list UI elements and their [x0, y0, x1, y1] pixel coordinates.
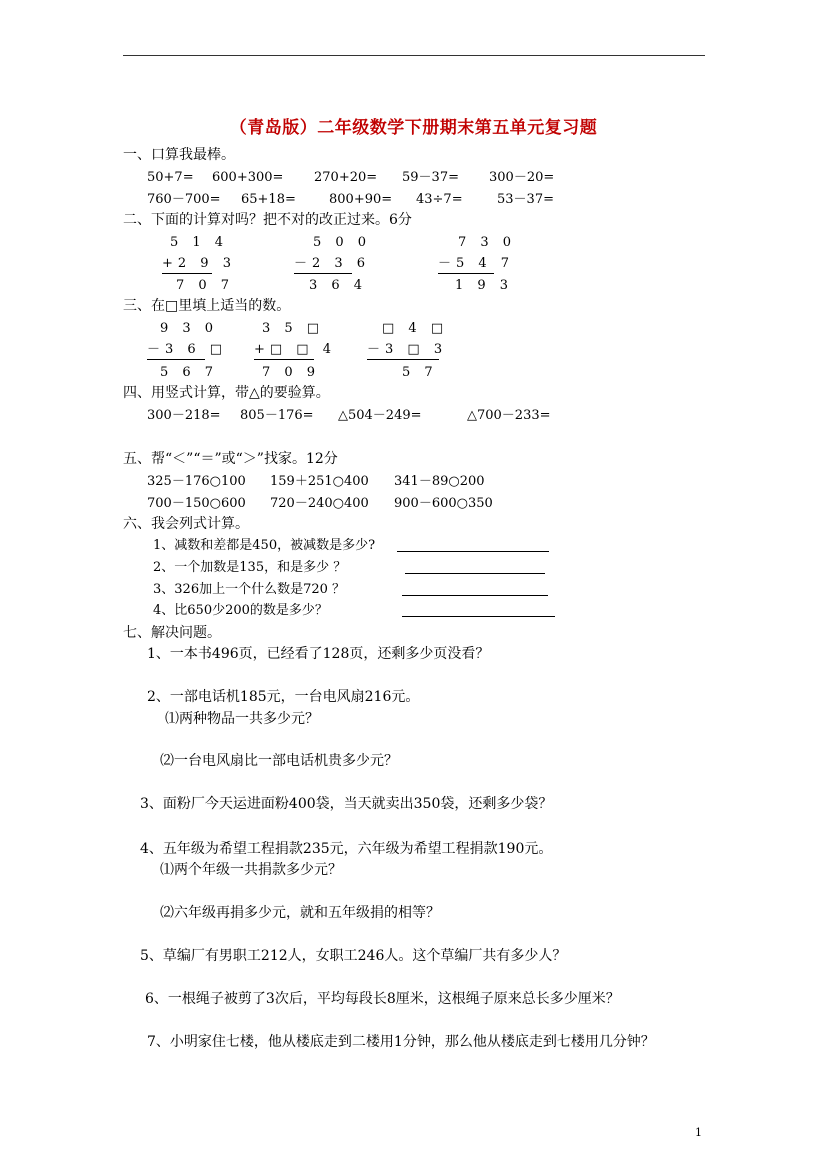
expression-question: 2、一个加数是135，和是多少 ？ — [153, 560, 347, 575]
oral-item: 760－700= — [147, 192, 221, 207]
answer-blank — [402, 616, 555, 617]
written-calc-item: 300－218= — [147, 408, 221, 423]
vertical-top: 9 3 0 — [160, 321, 219, 336]
vertical-top: 5 1 4 — [170, 235, 229, 250]
section-3-heading: 三、在□里填上适当的数。 — [123, 298, 291, 314]
vertical-mid: +2 9 3 — [162, 256, 212, 274]
section-6-heading: 六、我会列式计算。 — [123, 516, 249, 532]
word-problem-subquestion: ⑴两种物品一共多少元？ — [165, 711, 319, 727]
word-problem-subquestion: ⑵一台电风扇比一部电话机贵多少元？ — [160, 753, 398, 769]
vertical-mid: －2 3 6 — [294, 256, 352, 274]
oral-item: 53－37= — [497, 192, 554, 207]
word-problem-subquestion: ⑵六年级再捐多少元，就和五年级捐的相等？ — [160, 905, 440, 921]
compare-item: 325－176○100 — [147, 474, 246, 489]
vertical-result: 7 0 9 — [262, 365, 321, 380]
oral-item: 59－37= — [402, 170, 459, 185]
vertical-result: 5 6 7 — [160, 365, 219, 380]
page-title: （青岛版）二年级数学下册期末第五单元复习题 — [229, 118, 598, 138]
written-calc-item: △700－233= — [467, 408, 551, 423]
compare-item: 341－89○200 — [394, 474, 485, 489]
expression-question: 1、减数和差都是450，被减数是多少? — [153, 538, 376, 553]
vertical-top: 5 0 0 — [313, 235, 372, 250]
vertical-mid: +□ □ 4 — [254, 342, 314, 360]
oral-item: 50+7= — [147, 170, 194, 185]
answer-blank — [397, 551, 549, 552]
word-problem: 3、面粉厂今天运进面粉400袋，当天就卖出350袋，还剩多少袋？ — [140, 796, 553, 812]
vertical-result: 5 7 — [402, 365, 438, 380]
vertical-top: □ 4 □ — [382, 321, 449, 336]
compare-item: 700－150○600 — [147, 496, 246, 511]
word-problem: 5、草编厂有男职工212人，女职工246人。这个草编厂共有多少人？ — [140, 948, 567, 964]
section-2-heading: 二、下面的计算对吗？把不对的改正过来。6分 — [123, 212, 412, 228]
oral-item: 300－20= — [489, 170, 555, 185]
vertical-mid: －5 4 7 — [438, 256, 494, 274]
vertical-top: 3 5 □ — [262, 321, 325, 336]
oral-item: 800+90= — [329, 192, 393, 207]
written-calc-item: 805－176= — [240, 408, 314, 423]
written-calc-item: △504－249= — [338, 408, 422, 423]
vertical-result: 1 9 3 — [455, 278, 514, 293]
compare-item: 159＋251○400 — [270, 474, 369, 489]
expression-question: 3、326加上一个什么数是720 ？ — [153, 582, 346, 597]
section-1-heading: 一、口算我最棒。 — [123, 147, 235, 163]
section-7-heading: 七、解决问题。 — [123, 625, 221, 641]
vertical-result: 3 6 4 — [309, 278, 368, 293]
header-rule — [123, 55, 705, 56]
word-problem: 2、一部电话机185元，一台电风扇216元。 — [147, 689, 420, 705]
vertical-mid: －3 6 □ — [147, 342, 205, 360]
compare-item: 900－600○350 — [394, 496, 493, 511]
word-problem-subquestion: ⑴两个年级一共捐款多少元？ — [160, 862, 342, 878]
expression-question: 4、比650少200的数是多少？ — [153, 603, 328, 618]
page-number: 1 — [695, 1126, 702, 1139]
word-problem: 6、一根绳子被剪了3次后，平均每段长8厘米，这根绳子原来总长多少厘米？ — [145, 991, 620, 1007]
compare-item: 720－240○400 — [270, 496, 369, 511]
answer-blank — [405, 573, 545, 574]
section-5-heading: 五、帮“＜”“＝”或“＞”找家。12分 — [123, 451, 338, 467]
word-problem: 4、五年级为希望工程捐款235元，六年级为希望工程捐款190元。 — [140, 841, 553, 857]
section-4-heading: 四、用竖式计算，带△的要验算。 — [123, 385, 330, 401]
word-problem: 7、小明家住七楼，他从楼底走到二楼用1分钟，那么他从楼底走到七楼用几分钟？ — [147, 1034, 655, 1050]
oral-item: 65+18= — [241, 192, 296, 207]
word-problem: 1、一本书496页，已经看了128页，还剩多少页没看？ — [147, 646, 490, 662]
vertical-result: 7 0 7 — [176, 278, 235, 293]
oral-item: 600+300= — [212, 170, 284, 185]
vertical-mid: －3 □ 3 — [367, 342, 439, 360]
answer-blank — [402, 595, 548, 596]
oral-item: 270+20= — [314, 170, 378, 185]
vertical-top: 7 3 0 — [458, 235, 517, 250]
oral-item: 43÷7= — [416, 192, 463, 207]
